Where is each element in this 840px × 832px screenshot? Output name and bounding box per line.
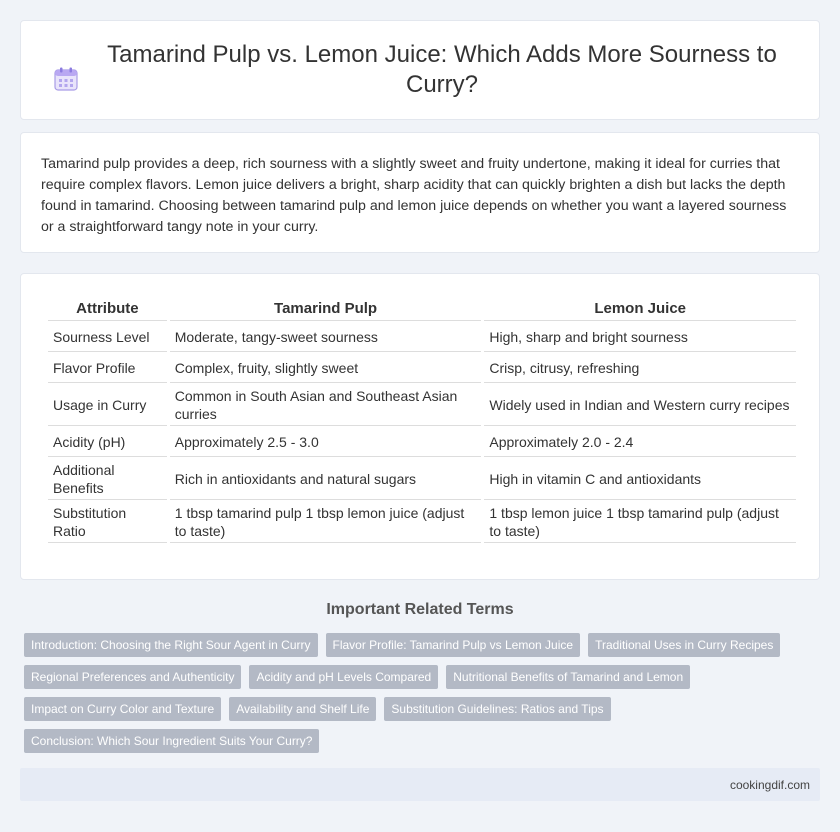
row-attribute: Flavor Profile bbox=[48, 354, 167, 383]
related-term-tag[interactable]: Introduction: Choosing the Right Sour Agent in Curry bbox=[24, 633, 318, 657]
related-term-tag[interactable]: Substitution Guidelines: Ratios and Tips bbox=[384, 697, 610, 721]
row-tamarind-value: 1 tbsp tamarind pulp 1 tbsp lemon juice (adjust to taste) bbox=[170, 502, 482, 543]
row-tamarind-value: Rich in antioxidants and natural sugars bbox=[170, 459, 482, 500]
calendar-icon bbox=[53, 66, 79, 92]
related-terms-title: Important Related Terms bbox=[326, 601, 514, 618]
related-term-tag[interactable]: Flavor Profile: Tamarind Pulp vs Lemon Juice bbox=[326, 633, 581, 657]
table-header-row bbox=[48, 296, 796, 321]
row-tamarind-value: Approximately 2.5 - 3.0 bbox=[170, 428, 482, 457]
related-term-tag[interactable]: Nutritional Benefits of Tamarind and Lemon bbox=[446, 665, 690, 689]
table-row bbox=[48, 385, 796, 426]
related-term-tag[interactable]: Acidity and pH Levels Compared bbox=[249, 665, 438, 689]
header-attribute: Attribute bbox=[48, 296, 167, 321]
row-attribute: Usage in Curry bbox=[48, 385, 167, 426]
row-lemon-value: High, sharp and bright sourness bbox=[484, 323, 796, 352]
header-lemon-juice: Lemon Juice bbox=[484, 296, 796, 321]
related-term-tag[interactable]: Conclusion: Which Sour Ingredient Suits Your Curry? bbox=[24, 729, 319, 753]
table-row bbox=[48, 428, 796, 457]
related-term-tag[interactable]: Traditional Uses in Curry Recipes bbox=[588, 633, 780, 657]
row-tamarind-value: Complex, fruity, slightly sweet bbox=[170, 354, 482, 383]
title-wrap bbox=[50, 40, 790, 100]
page-title: Tamarind Pulp vs. Lemon Juice: Which Adds More Sourness to Curry? bbox=[107, 41, 777, 98]
tag-row bbox=[24, 697, 824, 721]
tag-row bbox=[24, 729, 824, 753]
intro-paragraph: Tamarind pulp provides a deep, rich sourness with a slightly sweet and fruity undertone, making it ideal for curries that require complex flavors. Lemon juice delivers a bright, sharp acidity that can quickly brighten a dish but lacks the depth found in tamarind. Choosing between tamarind pulp and lemon juice depends on whether you want a layered sourness or a straightforward tangy note in your curry. bbox=[41, 156, 787, 235]
row-tamarind-value: Common in South Asian and Southeast Asian curries bbox=[170, 385, 482, 426]
row-attribute: Substitution Ratio bbox=[48, 502, 167, 543]
header-tamarind-pulp: Tamarind Pulp bbox=[170, 296, 482, 321]
comparison-table-card bbox=[20, 273, 820, 580]
table-row bbox=[48, 459, 796, 500]
related-terms-tags bbox=[24, 633, 824, 761]
table-row bbox=[48, 502, 796, 543]
footer bbox=[20, 768, 820, 801]
header-card bbox=[20, 20, 820, 120]
table-row bbox=[48, 354, 796, 383]
row-lemon-value: Approximately 2.0 - 2.4 bbox=[484, 428, 796, 457]
row-lemon-value: High in vitamin C and antioxidants bbox=[484, 459, 796, 500]
intro-card bbox=[20, 132, 820, 253]
related-term-tag[interactable]: Impact on Curry Color and Texture bbox=[24, 697, 221, 721]
row-attribute: Sourness Level bbox=[48, 323, 167, 352]
comparison-table bbox=[45, 294, 799, 545]
row-attribute: Acidity (pH) bbox=[48, 428, 167, 457]
tag-row bbox=[24, 633, 824, 657]
table-row bbox=[48, 323, 796, 352]
footer-site-name[interactable]: cookingdif.com bbox=[729, 777, 810, 792]
tag-row bbox=[24, 665, 824, 689]
row-tamarind-value: Moderate, tangy-sweet sourness bbox=[170, 323, 482, 352]
row-attribute: Additional Benefits bbox=[48, 459, 167, 500]
related-term-tag[interactable]: Availability and Shelf Life bbox=[229, 697, 376, 721]
row-lemon-value: 1 tbsp lemon juice 1 tbsp tamarind pulp (adjust to taste) bbox=[484, 502, 796, 543]
row-lemon-value: Widely used in Indian and Western curry recipes bbox=[484, 385, 796, 426]
row-lemon-value: Crisp, citrusy, refreshing bbox=[484, 354, 796, 383]
related-term-tag[interactable]: Regional Preferences and Authenticity bbox=[24, 665, 241, 689]
